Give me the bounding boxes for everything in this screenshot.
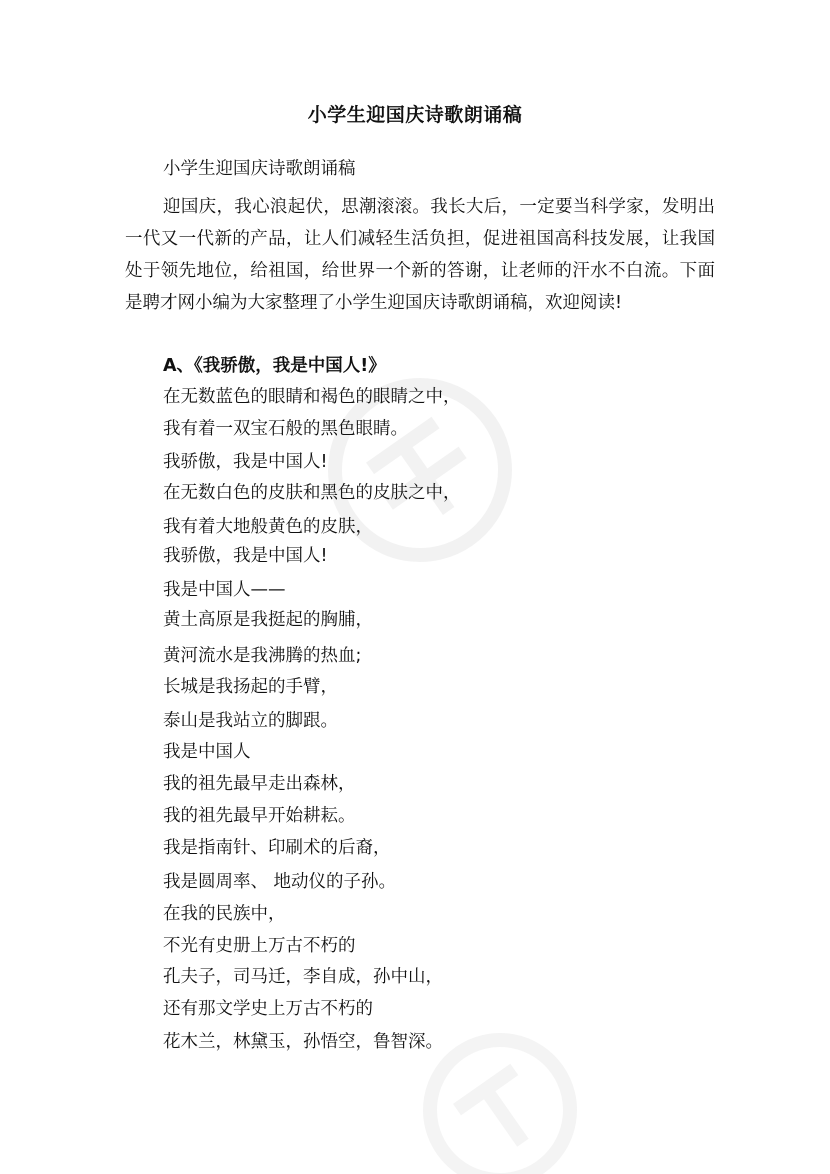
poem-line: 我是中国人 (163, 742, 251, 762)
poem-line: 泰山是我站立的脚跟。 (163, 711, 338, 731)
poem-line: 我是圆周率、 地动仪的子孙。 (163, 872, 397, 892)
poem-line: 还有那文学史上万古不朽的 (163, 999, 373, 1019)
poem-line: 黄土高原是我挺起的胸脯， (163, 610, 373, 630)
poem-line: 不光有史册上万古不朽的 (163, 936, 356, 956)
poem-line: 我是中国人—— (163, 580, 286, 600)
poem-line: 花木兰，林黛玉，孙悟空，鲁智深。 (163, 1032, 443, 1052)
document-title: 小学生迎国庆诗歌朗诵稿 (307, 104, 523, 126)
poem-line: 黄河流水是我沸腾的热血; (163, 646, 362, 666)
document-subtitle: 小学生迎国庆诗歌朗诵稿 (163, 159, 356, 179)
intro-paragraph: 迎国庆，我心浪起伏，思潮滚滚。我长大后，一定要当科学家，发明出一代又一代新的产品，让人们减轻生活负担，促进祖国高科技发展，让我国处于领先地位，给祖国，给世界一个新的答谢，让老师的汗水不白流。下面是聘才网小编为大家整理了小学生迎国庆诗歌朗诵稿，欢迎阅读! (125, 197, 715, 313)
poem-line: 我有着大地般黄色的皮肤， (163, 517, 373, 537)
poem-line: 我骄傲，我是中国人! (163, 452, 328, 472)
section-heading: A、《我骄傲，我是中国人!》 (163, 356, 386, 376)
poem-line: 在我的民族中， (163, 904, 286, 924)
poem-line: 我有着一双宝石般的黑色眼睛。 (163, 419, 408, 439)
poem-line: 长城是我扬起的手臂， (163, 677, 338, 697)
poem-line: 我的祖先最早走出森林， (163, 774, 356, 794)
poem-line: 在无数白色的皮肤和黑色的皮肤之中， (163, 483, 461, 503)
poem-line: 我是指南针、印刷术的后裔， (163, 838, 391, 858)
poem-line: 孔夫子，司马迁，李自成，孙中山， (163, 967, 443, 987)
poem-line: 在无数蓝色的眼睛和褐色的眼睛之中， (163, 387, 461, 407)
poem-line: 我骄傲，我是中国人! (163, 546, 328, 566)
poem-line: 我的祖先最早开始耕耘。 (163, 806, 356, 826)
